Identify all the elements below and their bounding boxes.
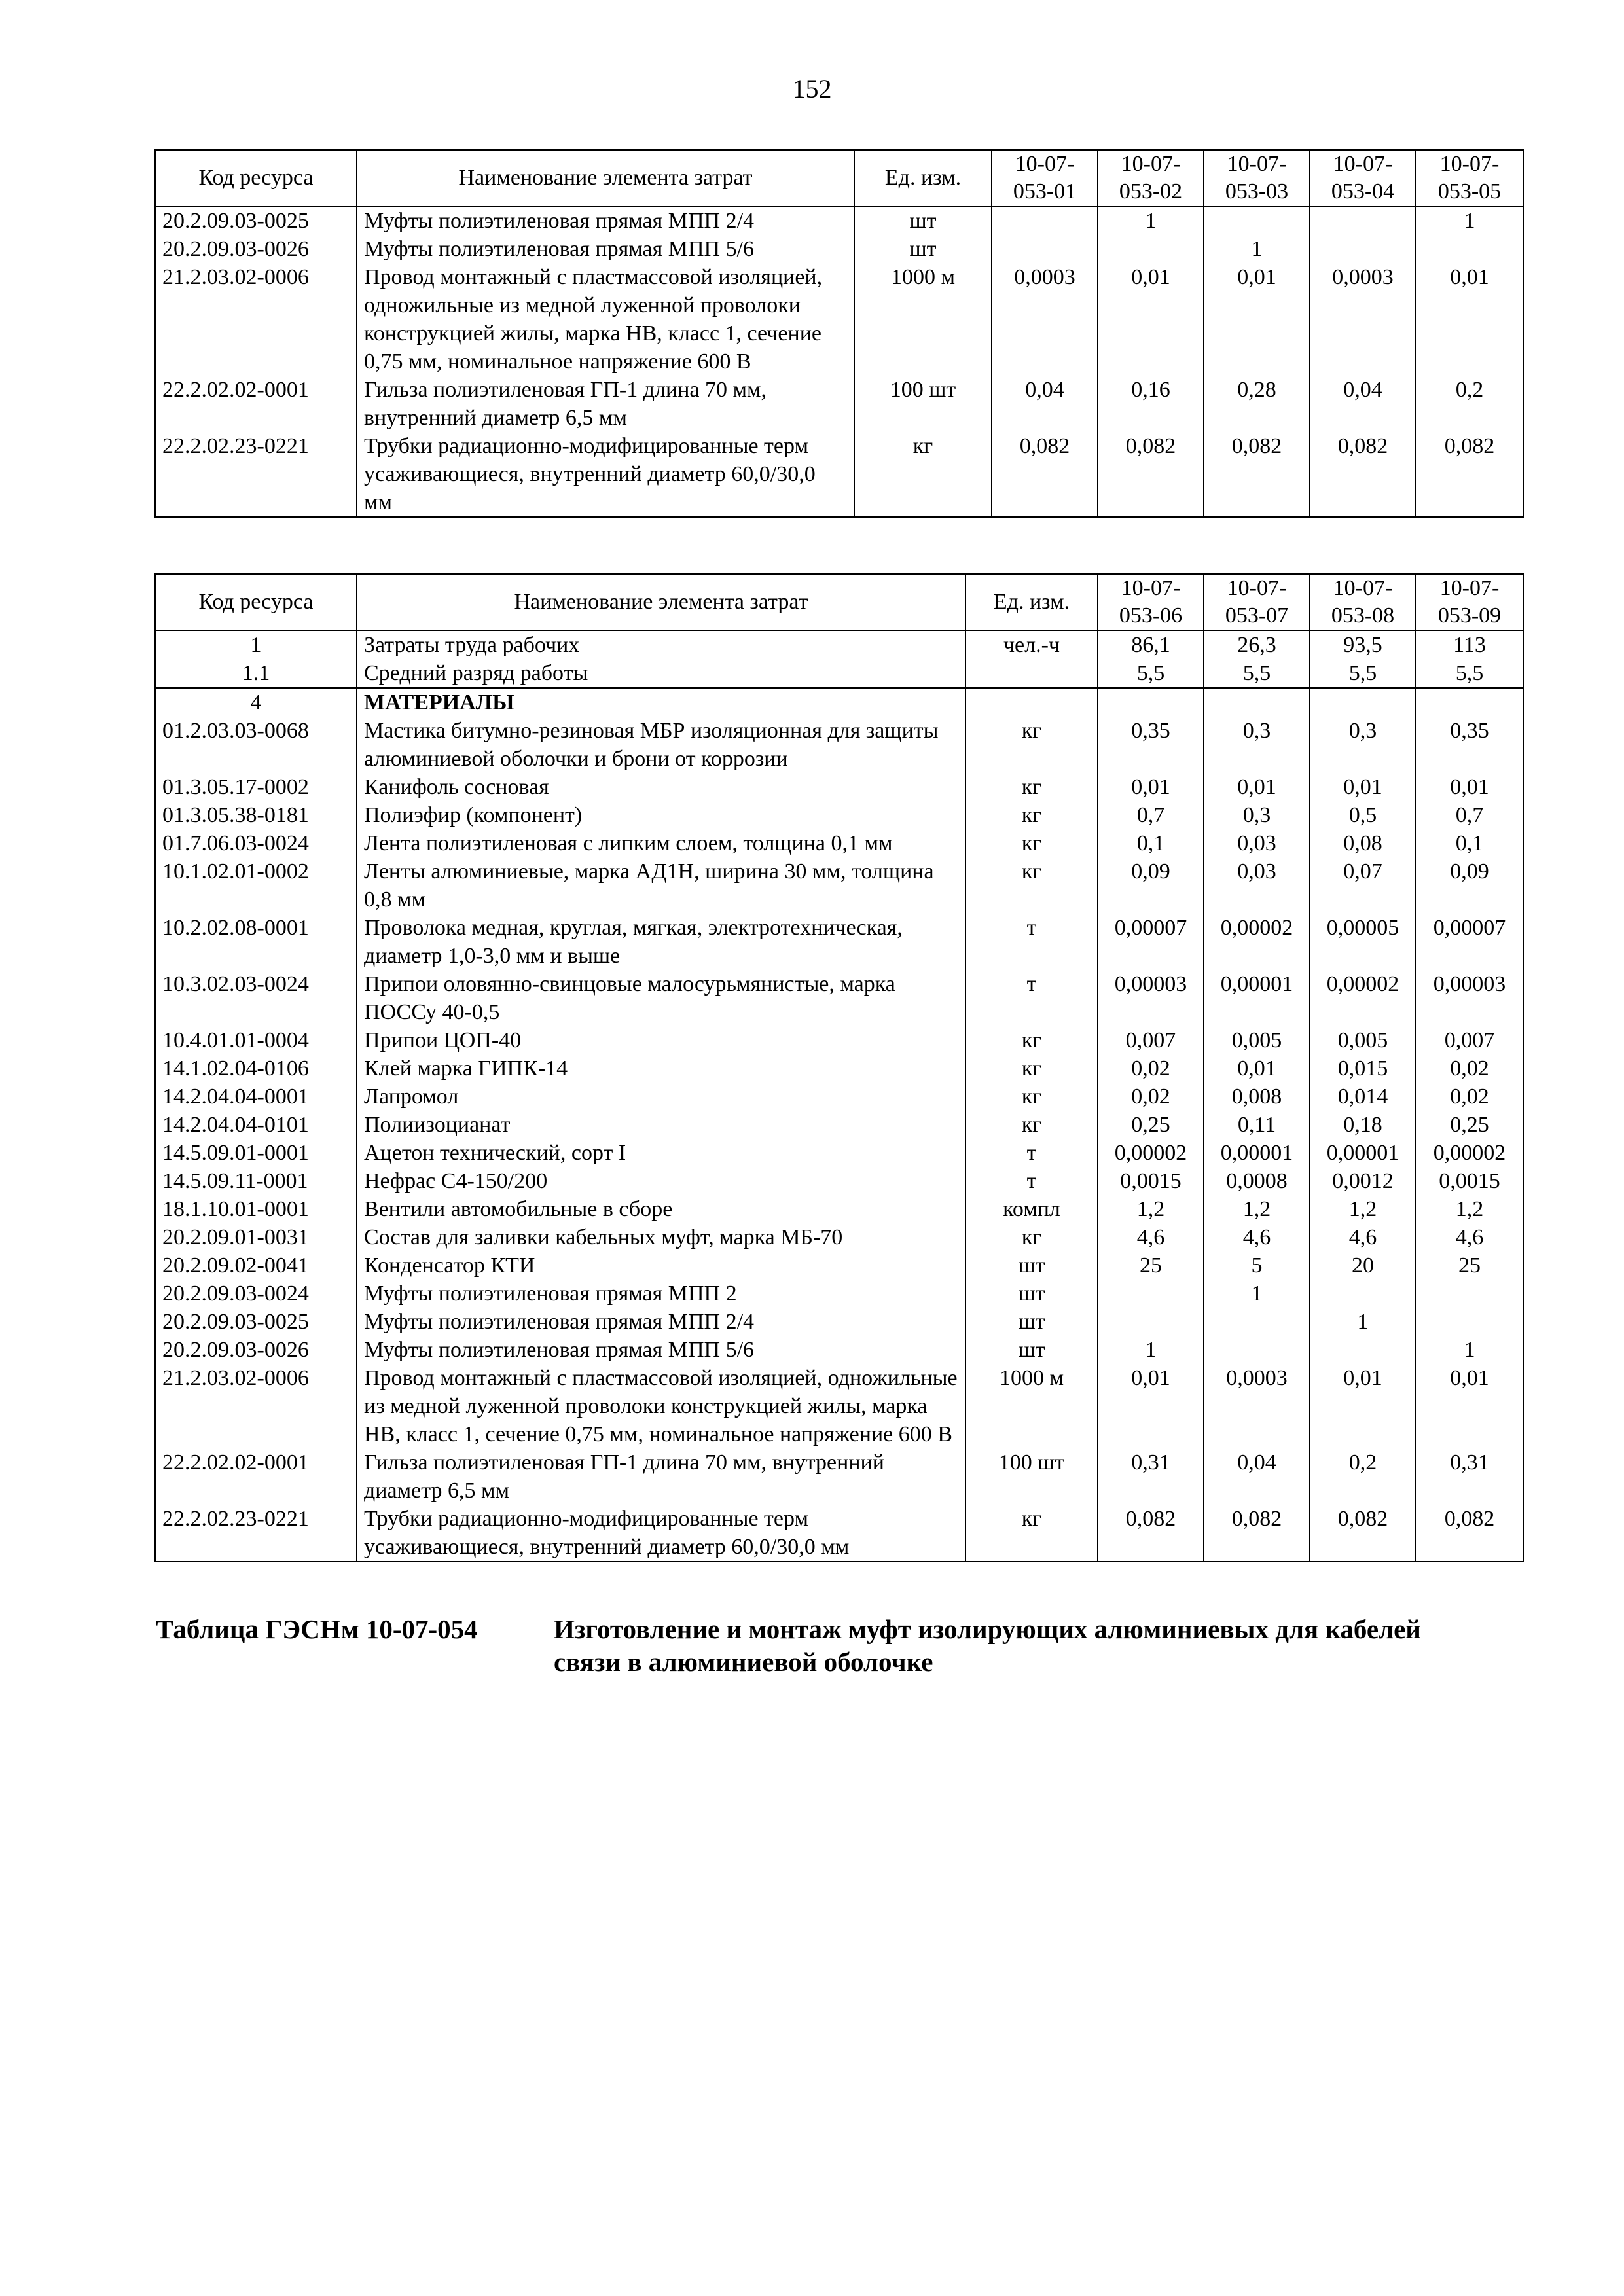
- resource-name-cell: Ацетон технический, сорт I: [357, 1139, 965, 1167]
- value-cell: 1: [1310, 1308, 1416, 1336]
- unit-cell: кг: [965, 1223, 1098, 1251]
- header-code: Код ресурса: [155, 150, 357, 206]
- value-cell: [1416, 688, 1523, 717]
- resource-code-cell: 01.3.05.38-0181: [155, 801, 357, 829]
- value-cell: 0,25: [1416, 1111, 1523, 1139]
- resource-name-cell: Мастика битумно-резиновая МБР изоляционная для защиты алюминиевой оболочки и брони от коррозии: [357, 717, 965, 773]
- resource-name-cell: Муфты полиэтиленовая прямая МПП 5/6: [357, 1336, 965, 1364]
- value-cell: 0,00007: [1098, 914, 1204, 970]
- unit-cell: 1000 м: [854, 263, 992, 376]
- value-cell: [1310, 688, 1416, 717]
- value-cell: 0,0015: [1416, 1167, 1523, 1195]
- value-cell: 0,00002: [1204, 914, 1310, 970]
- value-cell: 25: [1416, 1251, 1523, 1280]
- value-cell: 0,35: [1416, 717, 1523, 773]
- value-cell: 0,02: [1098, 1083, 1204, 1111]
- resource-name-cell: Трубки радиационно-модифицированные терм усаживающиеся, внутренний диаметр 60,0/30,0 мм: [357, 432, 854, 517]
- resource-name-cell: Вентили автомобильные в сборе: [357, 1195, 965, 1223]
- resource-name-cell: Конденсатор КТИ: [357, 1251, 965, 1280]
- value-cell: 1,2: [1098, 1195, 1204, 1223]
- resource-code-cell: 22.2.02.02-0001: [155, 1448, 357, 1505]
- header-norm-053-05: 10-07-053-05: [1416, 150, 1523, 206]
- unit-cell: кг: [965, 857, 1098, 914]
- resource-name-cell: Припои оловянно-свинцовые малосурьмянистые, марка ПОССу 40-0,5: [357, 970, 965, 1026]
- value-cell: 93,5: [1310, 630, 1416, 659]
- table-row: [155, 1448, 1523, 1505]
- value-cell: 0,3: [1310, 717, 1416, 773]
- resource-name-cell: Затраты труда рабочих: [357, 630, 965, 659]
- table-row: [155, 1139, 1523, 1167]
- value-cell: 0,00005: [1310, 914, 1416, 970]
- table-row: [155, 1223, 1523, 1251]
- value-cell: 113: [1416, 630, 1523, 659]
- resource-name-cell: Муфты полиэтиленовая прямая МПП 2/4: [357, 206, 854, 235]
- value-cell: [1098, 1280, 1204, 1308]
- value-cell: 0,0008: [1204, 1167, 1310, 1195]
- resource-name-cell: Лапромол: [357, 1083, 965, 1111]
- value-cell: 0,31: [1098, 1448, 1204, 1505]
- value-cell: 0,005: [1310, 1026, 1416, 1054]
- value-cell: 0,082: [1416, 432, 1523, 517]
- value-cell: 1: [1204, 1280, 1310, 1308]
- table-row: [155, 1280, 1523, 1308]
- resource-code-cell: 14.1.02.04-0106: [155, 1054, 357, 1083]
- value-cell: 0,00003: [1098, 970, 1204, 1026]
- resource-name-cell: Средний разряд работы: [357, 659, 965, 688]
- value-cell: 26,3: [1204, 630, 1310, 659]
- unit-cell: кг: [965, 1505, 1098, 1562]
- unit-cell: кг: [965, 801, 1098, 829]
- table-row: [155, 1083, 1523, 1111]
- table-row: [155, 1054, 1523, 1083]
- value-cell: [1098, 235, 1204, 263]
- resource-name-cell: Полиэфир (компонент): [357, 801, 965, 829]
- header-norm-053-03: 10-07-053-03: [1204, 150, 1310, 206]
- resource-code-cell: 20.2.09.03-0024: [155, 1280, 357, 1308]
- unit-cell: шт: [965, 1251, 1098, 1280]
- table-row: [155, 432, 1523, 517]
- resource-code-cell: 01.3.05.17-0002: [155, 773, 357, 801]
- resource-code-cell: 20.2.09.03-0026: [155, 235, 357, 263]
- value-cell: 0,03: [1204, 829, 1310, 857]
- value-cell: 0,01: [1098, 773, 1204, 801]
- table-row: [155, 801, 1523, 829]
- value-cell: 0,082: [1310, 1505, 1416, 1562]
- resource-code-cell: 20.2.09.03-0025: [155, 1308, 357, 1336]
- header-norm-053-09: 10-07-053-09: [1416, 574, 1523, 630]
- value-cell: 0,2: [1310, 1448, 1416, 1505]
- value-cell: 5: [1204, 1251, 1310, 1280]
- resource-table-2: [154, 573, 1524, 1562]
- table-row: [155, 1026, 1523, 1054]
- value-cell: [1204, 206, 1310, 235]
- table-row: [155, 1505, 1523, 1562]
- resource-code-cell: 14.5.09.11-0001: [155, 1167, 357, 1195]
- header-norm-053-07: 10-07-053-07: [1204, 574, 1310, 630]
- resource-name-cell: Полиизоцианат: [357, 1111, 965, 1139]
- table-row: [155, 857, 1523, 914]
- table-row: [155, 688, 1523, 717]
- value-cell: 5,5: [1416, 659, 1523, 688]
- unit-cell: [965, 688, 1098, 717]
- resource-code-cell: 1: [155, 630, 357, 659]
- value-cell: 0,00002: [1416, 1139, 1523, 1167]
- value-cell: 0,09: [1098, 857, 1204, 914]
- value-cell: 1: [1416, 206, 1523, 235]
- value-cell: 0,02: [1098, 1054, 1204, 1083]
- unit-cell: т: [965, 970, 1098, 1026]
- value-cell: 0,04: [1204, 1448, 1310, 1505]
- value-cell: 4,6: [1310, 1223, 1416, 1251]
- resource-code-cell: 21.2.03.02-0006: [155, 263, 357, 376]
- table-row: [155, 773, 1523, 801]
- value-cell: 0,25: [1098, 1111, 1204, 1139]
- value-cell: 0,082: [1204, 432, 1310, 517]
- header-code: Код ресурса: [155, 574, 357, 630]
- header-norm-053-01: 10-07-053-01: [992, 150, 1098, 206]
- value-cell: 0,3: [1204, 717, 1310, 773]
- value-cell: 0,31: [1416, 1448, 1523, 1505]
- value-cell: 4,6: [1098, 1223, 1204, 1251]
- value-cell: [1204, 1336, 1310, 1364]
- value-cell: 0,082: [992, 432, 1098, 517]
- resource-name-cell: Лента полиэтиленовая с липким слоем, толщина 0,1 мм: [357, 829, 965, 857]
- value-cell: 0,02: [1416, 1054, 1523, 1083]
- resource-code-cell: 1.1: [155, 659, 357, 688]
- unit-cell: кг: [965, 1054, 1098, 1083]
- value-cell: 0,082: [1310, 432, 1416, 517]
- value-cell: 0,008: [1204, 1083, 1310, 1111]
- resource-name-cell: Муфты полиэтиленовая прямая МПП 5/6: [357, 235, 854, 263]
- value-cell: 0,0015: [1098, 1167, 1204, 1195]
- value-cell: 0,0003: [1204, 1364, 1310, 1448]
- value-cell: 1,2: [1416, 1195, 1523, 1223]
- value-cell: 1: [1204, 235, 1310, 263]
- value-cell: 0,09: [1416, 857, 1523, 914]
- value-cell: 0,01: [1416, 1364, 1523, 1448]
- resource-table-1: [154, 149, 1524, 518]
- value-cell: [1098, 688, 1204, 717]
- value-cell: 0,28: [1204, 376, 1310, 432]
- unit-cell: [965, 659, 1098, 688]
- table-row: [155, 263, 1523, 376]
- resource-name-cell: Провод монтажный с пластмассовой изоляцией, одножильные из медной луженной проволоки конструкцией жилы, марка НВ, класс 1, сечение 0,75 мм, номинальное напряжение 600 В: [357, 263, 854, 376]
- value-cell: 5,5: [1310, 659, 1416, 688]
- value-cell: [1416, 1308, 1523, 1336]
- value-cell: [1416, 235, 1523, 263]
- table-row: [155, 659, 1523, 688]
- resource-name-cell: Проволока медная, круглая, мягкая, электротехническая, диаметр 1,0-3,0 мм и выше: [357, 914, 965, 970]
- unit-cell: компл: [965, 1195, 1098, 1223]
- value-cell: [1310, 206, 1416, 235]
- value-cell: 86,1: [1098, 630, 1204, 659]
- value-cell: 0,00001: [1204, 970, 1310, 1026]
- value-cell: 0,007: [1098, 1026, 1204, 1054]
- value-cell: 0,1: [1098, 829, 1204, 857]
- table-row: [155, 970, 1523, 1026]
- table-row: [155, 914, 1523, 970]
- value-cell: 0,04: [992, 376, 1098, 432]
- value-cell: 0,5: [1310, 801, 1416, 829]
- unit-cell: шт: [965, 1280, 1098, 1308]
- resource-name-cell: Нефрас С4-150/200: [357, 1167, 965, 1195]
- value-cell: [1204, 688, 1310, 717]
- resource-code-cell: 10.1.02.01-0002: [155, 857, 357, 914]
- value-cell: 0,082: [1098, 1505, 1204, 1562]
- value-cell: 0,01: [1416, 773, 1523, 801]
- table-row: [155, 717, 1523, 773]
- table-header-row: [155, 150, 1523, 206]
- unit-cell: чел.-ч: [965, 630, 1098, 659]
- resource-name-cell: Канифоль сосновая: [357, 773, 965, 801]
- value-cell: 0,082: [1098, 432, 1204, 517]
- value-cell: 0,0003: [992, 263, 1098, 376]
- value-cell: 0,03: [1204, 857, 1310, 914]
- header-unit: Ед. изм.: [965, 574, 1098, 630]
- unit-cell: кг: [965, 1083, 1098, 1111]
- unit-cell: т: [965, 914, 1098, 970]
- value-cell: 1: [1416, 1336, 1523, 1364]
- value-cell: 0,082: [1416, 1505, 1523, 1562]
- table-header-row: [155, 574, 1523, 630]
- header-norm-053-02: 10-07-053-02: [1098, 150, 1204, 206]
- value-cell: [992, 235, 1098, 263]
- value-cell: 0,7: [1098, 801, 1204, 829]
- table-row: [155, 1195, 1523, 1223]
- table-row: [155, 630, 1523, 659]
- unit-cell: 100 шт: [965, 1448, 1098, 1505]
- resource-code-cell: 10.3.02.03-0024: [155, 970, 357, 1026]
- value-cell: [1204, 1308, 1310, 1336]
- value-cell: 0,015: [1310, 1054, 1416, 1083]
- value-cell: 0,007: [1416, 1026, 1523, 1054]
- table-label: Таблица ГЭСНм 10-07-054: [156, 1614, 478, 1644]
- value-cell: 1,2: [1204, 1195, 1310, 1223]
- resource-name-cell: Муфты полиэтиленовая прямая МПП 2: [357, 1280, 965, 1308]
- value-cell: 25: [1098, 1251, 1204, 1280]
- value-cell: [1416, 1280, 1523, 1308]
- value-cell: 0,7: [1416, 801, 1523, 829]
- value-cell: [1310, 1280, 1416, 1308]
- unit-cell: шт: [854, 235, 992, 263]
- value-cell: 0,07: [1310, 857, 1416, 914]
- resource-code-cell: 14.2.04.04-0101: [155, 1111, 357, 1139]
- header-norm-053-06: 10-07-053-06: [1098, 574, 1204, 630]
- unit-cell: т: [965, 1139, 1098, 1167]
- table-row: [155, 1336, 1523, 1364]
- resource-code-cell: 20.2.09.01-0031: [155, 1223, 357, 1251]
- table-row: [155, 1167, 1523, 1195]
- value-cell: 0,01: [1204, 1054, 1310, 1083]
- value-cell: 0,35: [1098, 717, 1204, 773]
- value-cell: 1: [1098, 206, 1204, 235]
- resource-code-cell: 14.2.04.04-0001: [155, 1083, 357, 1111]
- value-cell: 0,01: [1310, 1364, 1416, 1448]
- value-cell: 0,01: [1098, 1364, 1204, 1448]
- table-row: [155, 206, 1523, 235]
- unit-cell: кг: [854, 432, 992, 517]
- value-cell: 0,0012: [1310, 1167, 1416, 1195]
- value-cell: 5,5: [1204, 659, 1310, 688]
- header-unit: Ед. изм.: [854, 150, 992, 206]
- resource-code-cell: 20.2.09.02-0041: [155, 1251, 357, 1280]
- value-cell: 4,6: [1204, 1223, 1310, 1251]
- table-row: [155, 1111, 1523, 1139]
- value-cell: 0,01: [1204, 263, 1310, 376]
- value-cell: 5,5: [1098, 659, 1204, 688]
- header-norm-053-04: 10-07-053-04: [1310, 150, 1416, 206]
- unit-cell: кг: [965, 1111, 1098, 1139]
- resource-name-cell: Припои ЦОП-40: [357, 1026, 965, 1054]
- resource-code-cell: 01.2.03.03-0068: [155, 717, 357, 773]
- value-cell: 0,01: [1310, 773, 1416, 801]
- value-cell: 0,08: [1310, 829, 1416, 857]
- value-cell: 0,014: [1310, 1083, 1416, 1111]
- resource-name-cell: Гильза полиэтиленовая ГП-1 длина 70 мм, внутренний диаметр 6,5 мм: [357, 1448, 965, 1505]
- value-cell: 0,00002: [1098, 1139, 1204, 1167]
- table-title-text: Изготовление и монтаж муфт изолирующих алюминиевых для кабелей связи в алюминиевой оболочке: [554, 1614, 1421, 1677]
- resource-name-cell: Трубки радиационно-модифицированные терм усаживающиеся, внутренний диаметр 60,0/30,0 мм: [357, 1505, 965, 1562]
- value-cell: 0,04: [1310, 376, 1416, 432]
- value-cell: 0,00001: [1310, 1139, 1416, 1167]
- resource-code-cell: 20.2.09.03-0025: [155, 206, 357, 235]
- value-cell: 0,18: [1310, 1111, 1416, 1139]
- value-cell: 4,6: [1416, 1223, 1523, 1251]
- unit-cell: шт: [965, 1308, 1098, 1336]
- value-cell: 20: [1310, 1251, 1416, 1280]
- unit-cell: кг: [965, 773, 1098, 801]
- resource-code-cell: 22.2.02.23-0221: [155, 432, 357, 517]
- table-row: [155, 1364, 1523, 1448]
- resource-code-cell: 22.2.02.02-0001: [155, 376, 357, 432]
- table-row: [155, 1251, 1523, 1280]
- value-cell: [1310, 235, 1416, 263]
- value-cell: 0,01: [1416, 263, 1523, 376]
- resource-name-cell: Провод монтажный с пластмассовой изоляцией, одножильные из медной луженной проволоки конструкцией жилы, марка НВ, класс 1, сечение 0,75 мм, номинальное напряжение 600 В: [357, 1364, 965, 1448]
- resource-name-cell: Муфты полиэтиленовая прямая МПП 2/4: [357, 1308, 965, 1336]
- value-cell: 0,0003: [1310, 263, 1416, 376]
- header-name: Наименование элемента затрат: [357, 574, 965, 630]
- value-cell: 0,00003: [1416, 970, 1523, 1026]
- value-cell: 0,2: [1416, 376, 1523, 432]
- resource-code-cell: 01.7.06.03-0024: [155, 829, 357, 857]
- value-cell: 1,2: [1310, 1195, 1416, 1223]
- unit-cell: шт: [854, 206, 992, 235]
- resource-code-cell: 21.2.03.02-0006: [155, 1364, 357, 1448]
- resource-name-cell: Состав для заливки кабельных муфт, марка МБ-70: [357, 1223, 965, 1251]
- unit-cell: кг: [965, 717, 1098, 773]
- value-cell: 0,005: [1204, 1026, 1310, 1054]
- resource-code-cell: 10.4.01.01-0004: [155, 1026, 357, 1054]
- value-cell: 0,11: [1204, 1111, 1310, 1139]
- value-cell: 0,02: [1416, 1083, 1523, 1111]
- unit-cell: 1000 м: [965, 1364, 1098, 1448]
- value-cell: 0,00002: [1310, 970, 1416, 1026]
- value-cell: 0,00001: [1204, 1139, 1310, 1167]
- value-cell: 1: [1098, 1336, 1204, 1364]
- header-name: Наименование элемента затрат: [357, 150, 854, 206]
- resource-name-cell: Клей марка ГИПК-14: [357, 1054, 965, 1083]
- table-row: [155, 1308, 1523, 1336]
- value-cell: [1310, 1336, 1416, 1364]
- value-cell: 0,082: [1204, 1505, 1310, 1562]
- table-row: [155, 235, 1523, 263]
- unit-cell: кг: [965, 1026, 1098, 1054]
- value-cell: [1098, 1308, 1204, 1336]
- value-cell: 0,01: [1204, 773, 1310, 801]
- resource-code-cell: 14.5.09.01-0001: [155, 1139, 357, 1167]
- resource-name-cell: Ленты алюминиевые, марка АД1Н, ширина 30 мм, толщина 0,8 мм: [357, 857, 965, 914]
- resource-code-cell: 22.2.02.23-0221: [155, 1505, 357, 1562]
- value-cell: 0,3: [1204, 801, 1310, 829]
- resource-code-cell: 18.1.10.01-0001: [155, 1195, 357, 1223]
- value-cell: 0,00007: [1416, 914, 1523, 970]
- resource-name-cell: Гильза полиэтиленовая ГП-1 длина 70 мм, внутренний диаметр 6,5 мм: [357, 376, 854, 432]
- value-cell: 0,01: [1098, 263, 1204, 376]
- resource-name-cell: МАТЕРИАЛЫ: [357, 688, 965, 717]
- resource-code-cell: 10.2.02.08-0001: [155, 914, 357, 970]
- value-cell: [992, 206, 1098, 235]
- table-row: [155, 829, 1523, 857]
- table-row: [155, 376, 1523, 432]
- resource-code-cell: 20.2.09.03-0026: [155, 1336, 357, 1364]
- unit-cell: шт: [965, 1336, 1098, 1364]
- resource-code-cell: 4: [155, 688, 357, 717]
- unit-cell: т: [965, 1167, 1098, 1195]
- header-norm-053-08: 10-07-053-08: [1310, 574, 1416, 630]
- unit-cell: кг: [965, 829, 1098, 857]
- value-cell: 0,16: [1098, 376, 1204, 432]
- value-cell: 0,1: [1416, 829, 1523, 857]
- page-number: 152: [792, 74, 832, 103]
- unit-cell: 100 шт: [854, 376, 992, 432]
